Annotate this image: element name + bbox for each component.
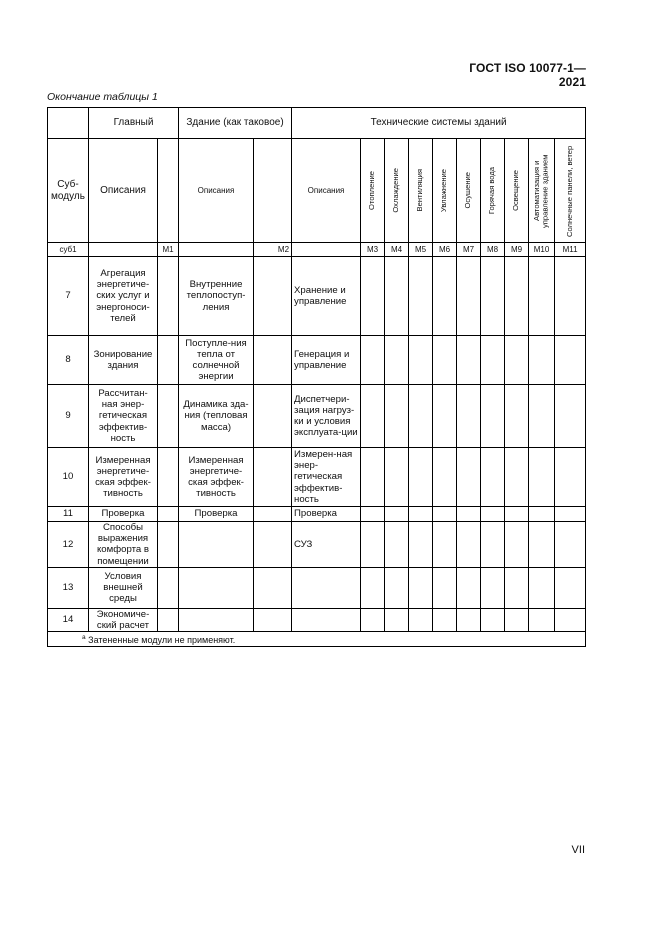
group-header-row	[48, 108, 586, 139]
system-module-cell	[505, 522, 529, 568]
systems-description	[292, 608, 361, 631]
system-module-cell	[433, 608, 457, 631]
systems-description: Генерация и управление	[292, 336, 361, 385]
system-module-cell	[361, 608, 385, 631]
system-header-humidification	[433, 139, 457, 243]
system-module-cell	[481, 448, 505, 507]
system-module-cell	[409, 522, 433, 568]
system-module-cell	[385, 336, 409, 385]
building-code-cell	[254, 522, 292, 568]
main-code-header	[158, 139, 179, 243]
system-label: Вентиляция	[415, 169, 425, 212]
row-number: 9	[48, 385, 89, 448]
table-row	[48, 448, 586, 507]
module-number: M1	[158, 243, 179, 257]
system-module-cell	[385, 522, 409, 568]
building-code-cell	[254, 257, 292, 336]
system-module-cell	[505, 257, 529, 336]
row-number: 7	[48, 257, 89, 336]
system-module-cell	[481, 336, 505, 385]
system-label: Солнечные панели, ветер	[564, 144, 574, 237]
system-module-cell	[433, 385, 457, 448]
system-module-cell	[409, 507, 433, 522]
footnote-row	[48, 632, 586, 647]
main-description: Способы выражения комфорта в помещении	[89, 522, 158, 568]
system-module-cell	[555, 385, 586, 448]
main-description: Проверка	[89, 507, 158, 522]
system-header-heating	[361, 139, 385, 243]
main-code-cell	[158, 567, 179, 608]
system-module-cell	[529, 608, 555, 631]
system-module-cell	[361, 522, 385, 568]
system-module-cell	[433, 567, 457, 608]
module-number: M8	[481, 243, 505, 257]
table-row	[48, 522, 586, 568]
system-module-cell	[457, 448, 481, 507]
row-number: 11	[48, 507, 89, 522]
system-module-cell	[529, 448, 555, 507]
system-module-cell	[555, 507, 586, 522]
row-number: 10	[48, 448, 89, 507]
system-module-cell	[529, 385, 555, 448]
system-module-cell	[409, 385, 433, 448]
building-code-cell	[254, 385, 292, 448]
system-module-cell	[481, 385, 505, 448]
system-module-cell	[361, 507, 385, 522]
systems-description: Диспетчери-зация нагруз-ки и условия эксплуата-ции	[292, 385, 361, 448]
main-description: Измеренная энергетиче-ская эффек-тивность	[89, 448, 158, 507]
system-label: Горячая вода	[487, 166, 497, 215]
system-label: Освещение	[511, 170, 521, 211]
module-number: суб1	[48, 243, 89, 257]
system-module-cell	[555, 608, 586, 631]
module-number: M11	[555, 243, 586, 257]
module-number: M6	[433, 243, 457, 257]
systems-group-header: Технические системы зданий	[292, 108, 586, 139]
system-label: Автоматизация и управление зданием	[532, 153, 550, 228]
module-number: M2	[254, 243, 292, 257]
systems-description	[292, 567, 361, 608]
system-module-cell	[409, 336, 433, 385]
table-row	[48, 608, 586, 631]
system-header-lighting	[505, 139, 529, 243]
empty-corner-cell	[48, 108, 89, 139]
building-code-cell	[254, 336, 292, 385]
systems-description: СУЗ	[292, 522, 361, 568]
system-header-dehumidification	[457, 139, 481, 243]
system-module-cell	[457, 257, 481, 336]
main-descriptions-header: Описания	[89, 139, 158, 243]
system-module-cell	[505, 567, 529, 608]
system-label: Охлаждение	[391, 168, 401, 213]
system-module-cell	[529, 522, 555, 568]
systems-description: Измерен-ная энер-гетическая эффектив-ность	[292, 448, 361, 507]
system-module-cell	[409, 448, 433, 507]
system-module-cell	[505, 385, 529, 448]
system-module-cell	[529, 257, 555, 336]
module-number-empty	[292, 243, 361, 257]
building-description	[179, 567, 254, 608]
systems-description: Проверка	[292, 507, 361, 522]
system-module-cell	[385, 567, 409, 608]
system-module-cell	[385, 257, 409, 336]
system-header-cooling	[385, 139, 409, 243]
building-description: Динамика зда-ния (тепловая масса)	[179, 385, 254, 448]
main-description: Агрегация энергетиче-ских услуг и энергоноси-телей	[89, 257, 158, 336]
system-module-cell	[555, 448, 586, 507]
system-module-cell	[433, 336, 457, 385]
building-description: Проверка	[179, 507, 254, 522]
table-row	[48, 567, 586, 608]
system-module-cell	[555, 567, 586, 608]
footnote-mark: a	[82, 634, 86, 642]
system-module-cell	[529, 336, 555, 385]
system-module-cell	[361, 448, 385, 507]
system-module-cell	[481, 608, 505, 631]
row-number: 8	[48, 336, 89, 385]
system-module-cell	[505, 608, 529, 631]
system-module-cell	[481, 507, 505, 522]
system-module-cell	[457, 336, 481, 385]
system-module-cell	[555, 257, 586, 336]
building-code-cell	[254, 567, 292, 608]
submodule-header-label: Суб-модуль	[51, 179, 85, 202]
building-code-cell	[254, 448, 292, 507]
module-number: M5	[409, 243, 433, 257]
system-module-cell	[409, 567, 433, 608]
system-module-cell	[505, 448, 529, 507]
column-header-row	[48, 139, 586, 243]
system-header-bacs	[529, 139, 555, 243]
main-code-cell	[158, 522, 179, 568]
table-row	[48, 507, 586, 522]
system-module-cell	[457, 507, 481, 522]
building-description	[179, 522, 254, 568]
system-module-cell	[361, 336, 385, 385]
row-number: 12	[48, 522, 89, 568]
system-module-cell	[555, 336, 586, 385]
system-header-ventilation	[409, 139, 433, 243]
system-module-cell	[505, 336, 529, 385]
system-module-cell	[385, 608, 409, 631]
main-group-header: Главный	[89, 108, 179, 139]
system-header-hot-water	[481, 139, 505, 243]
system-module-cell	[409, 608, 433, 631]
table-row	[48, 336, 586, 385]
system-module-cell	[481, 257, 505, 336]
system-module-cell	[409, 257, 433, 336]
row-number: 13	[48, 567, 89, 608]
main-description: Условия внешней среды	[89, 567, 158, 608]
building-group-header: Здание (как таковое)	[179, 108, 292, 139]
system-module-cell	[457, 522, 481, 568]
module-number: M3	[361, 243, 385, 257]
module-number-empty	[179, 243, 254, 257]
building-description: Измеренная энергетиче-ская эффек-тивность	[179, 448, 254, 507]
system-module-cell	[457, 385, 481, 448]
system-label: Отопление	[367, 171, 377, 210]
system-module-cell	[433, 522, 457, 568]
system-module-cell	[529, 507, 555, 522]
system-label: Осушение	[463, 172, 473, 209]
main-code-cell	[158, 507, 179, 522]
main-description: Зонирование здания	[89, 336, 158, 385]
system-module-cell	[529, 567, 555, 608]
system-module-cell	[433, 507, 457, 522]
system-module-cell	[555, 522, 586, 568]
system-module-cell	[433, 448, 457, 507]
modules-table	[47, 107, 586, 647]
system-header-pv-wind	[555, 139, 586, 243]
building-description: Внутренние теплопоступ-ления	[179, 257, 254, 336]
systems-description: Хранение и управление	[292, 257, 361, 336]
system-module-cell	[433, 257, 457, 336]
main-description: Рассчитан-ная энер-гетическая эффектив-ность	[89, 385, 158, 448]
main-code-cell	[158, 336, 179, 385]
system-module-cell	[361, 385, 385, 448]
system-module-cell	[457, 608, 481, 631]
system-module-cell	[385, 448, 409, 507]
module-number: M7	[457, 243, 481, 257]
module-number-empty	[89, 243, 158, 257]
main-code-cell	[158, 257, 179, 336]
standard-id: ГОСТ ISO 10077-1—2021	[469, 61, 586, 89]
main-description: Экономиче-ский расчет	[89, 608, 158, 631]
table-body	[48, 257, 586, 632]
system-module-cell	[505, 507, 529, 522]
building-descriptions-header: Описания	[179, 139, 254, 243]
module-number: M9	[505, 243, 529, 257]
building-code-cell	[254, 507, 292, 522]
footnote	[48, 632, 586, 647]
main-code-cell	[158, 448, 179, 507]
building-code-cell	[254, 608, 292, 631]
table-row	[48, 385, 586, 448]
systems-descriptions-header: Описания	[292, 139, 361, 243]
system-module-cell	[385, 507, 409, 522]
module-number: M10	[529, 243, 555, 257]
page-number: VII	[571, 844, 585, 856]
submodule-header	[48, 139, 89, 243]
system-module-cell	[457, 567, 481, 608]
system-module-cell	[481, 522, 505, 568]
building-description: Поступле-ния тепла от солнечной энергии	[179, 336, 254, 385]
main-code-cell	[158, 385, 179, 448]
row-number: 14	[48, 608, 89, 631]
table-row	[48, 257, 586, 336]
building-code-header	[254, 139, 292, 243]
system-module-cell	[481, 567, 505, 608]
table-caption: Окончание таблицы 1	[47, 91, 158, 103]
system-module-cell	[385, 385, 409, 448]
system-module-cell	[361, 257, 385, 336]
module-number: M4	[385, 243, 409, 257]
main-code-cell	[158, 608, 179, 631]
footnote-text: Затененные модули не применяют.	[88, 635, 236, 646]
module-number-row	[48, 243, 586, 257]
building-description	[179, 608, 254, 631]
system-module-cell	[361, 567, 385, 608]
system-label: Увлажнение	[439, 168, 449, 213]
